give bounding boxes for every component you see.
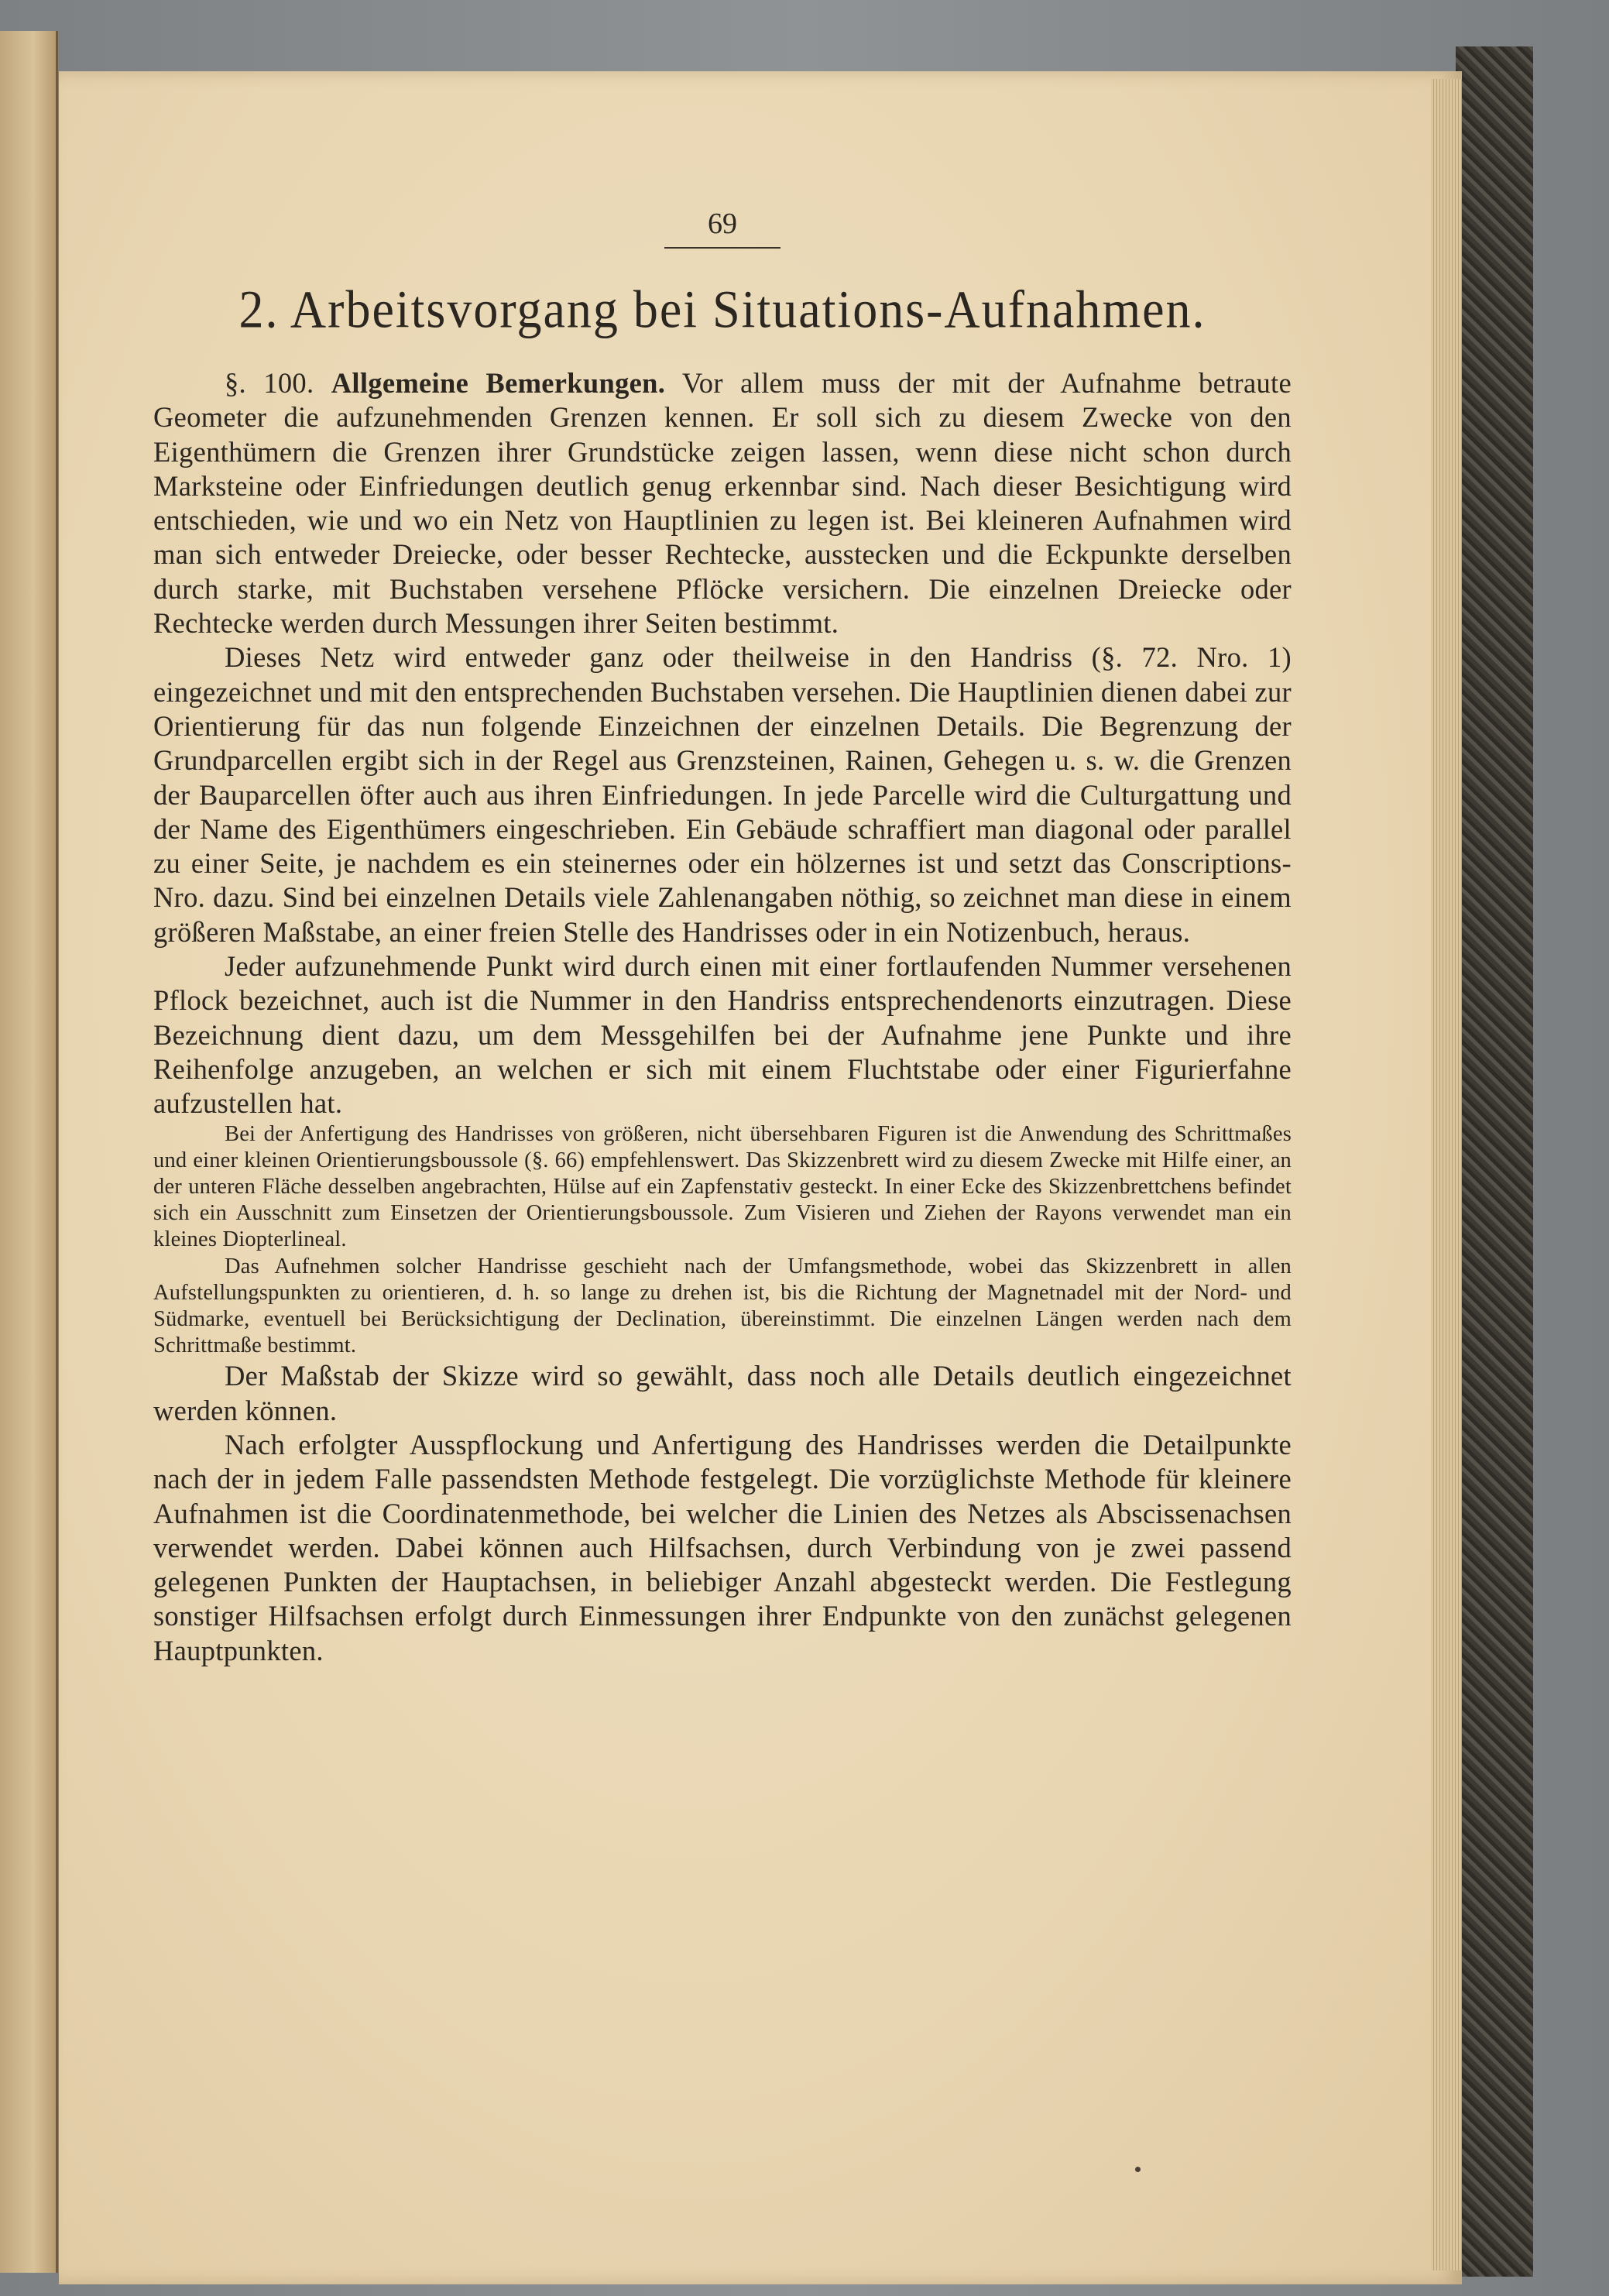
- section-title: 2. Arbeitsvorgang bei Situations-Aufnahmen.: [238, 280, 1206, 339]
- paper-speck: [1135, 2167, 1141, 2172]
- paragraph: Jeder aufzunehmende Punkt wird durch einen mit einer fortlaufenden Nummer versehenen Pflock bezeichnet, auch ist die Nummer in den Handriss entsprechendenorts einzutragen. Diese Bezeichnung dient dazu, um dem Messgehilfen bei der Aufnahme jene Punkte und ihre Reihenfolge anzugeben, an welchen er sich mit einem Fluchtstabe oder einer Figurierfahne aufzustellen hat.: [153, 950, 1292, 1120]
- book-page: [59, 71, 1462, 2284]
- book-cover: [1456, 46, 1533, 2277]
- section-heading: Allgemeine Bemerkungen.: [331, 367, 666, 399]
- page-number-rule: [664, 247, 780, 249]
- page-number: 69: [708, 208, 737, 240]
- text-block: [153, 207, 1292, 1668]
- previous-page-edge: [0, 31, 58, 2273]
- paragraph: Nach erfolgter Ausspflockung und Anfertigung des Handrisses werden die Detailpunkte nach der in jedem Falle passendsten Methode festgelegt. Die vorzüglichste Methode für kleinere Aufnahmen ist die Coordinatenmethode, bei welcher die Linien des Netzes als Abscissenachsen verwendet werden. Dabei können auch Hilfsachsen, durch Verbindung von je zwei passend gelegenen Punkten der Hauptachsen, in beliebiger Anzahl abgesteckt werden. Die Festlegung sonstiger Hilfsachsen erfolgt durch Einmessungen ihrer Endpunkte von den zunächst gelegenen Hauptpunkten.: [153, 1428, 1292, 1666]
- section-mark: §. 100.: [225, 367, 314, 399]
- paragraph: Dieses Netz wird entweder ganz oder theilweise in den Handriss (§. 72. Nro. 1) eingezeichnet und mit den entsprechenden Buchstaben versehen. Die Hauptlinien dienen dabei zur Orientierung für das nun folgende Einzeichnen der einzelnen Details. Die Begrenzung der Grundparcellen ergibt sich in der Regel aus Grenzsteinen, Rainen, Gehegen u. s. w. die Grenzen der Bauparcellen öfter auch aus ihren Einfriedungen. In jede Parcelle wird die Culturgattung und der Name des Eigenthümers eingeschrieben. Ein Gebäude schraffiert man diagonal oder parallel zu einer Seite, je nachdem es ein steinernes oder ein hölzernes ist und setzt das Conscriptions-Nro. dazu. Sind bei einzelnen Details viele Zahlenangaben nöthig, so zeichnet man diese in einem größeren Maßstabe, an einer freien Stelle des Handrisses oder in ein Notizenbuch, heraus.: [153, 641, 1292, 948]
- note-paragraph: Bei der Anfertigung des Handrisses von größeren, nicht übersehbaren Figuren ist die Anwendung des Schrittmaßes und einer kleinen Orientierungsboussole (§. 66) empfehlenswert. Das Skizzenbrett wird zu diesem Zwecke mit Hilfe einer, an der unteren Fläche desselben angebrachten, Hülse auf ein Zapfenstativ gesteckt. In einer Ecke des Skizzenbrettchens befindet sich ein Ausschnitt zum Einsetzen der Orientierungsboussole. Zum Visieren und Ziehen der Rayons verwendet man ein kleines Diopterlineal.: [153, 1121, 1292, 1252]
- note-paragraph: Das Aufnehmen solcher Handrisse geschieht nach der Umfangsmethode, wobei das Skizzenbrett in allen Aufstellungspunkten zu orientieren, d. h. so lange zu drehen ist, bis die Richtung der Magnetnadel mit der Nord- und Südmarke, eventuell bei Berücksichtigung der Declination, übereinstimmt. Die einzelnen Längen werden nach dem Schrittmaße bestimmt.: [153, 1254, 1292, 1358]
- page-stack-edges: [1431, 79, 1462, 2270]
- paragraph-text: Vor allem muss der mit der Aufnahme betraute Geometer die aufzunehmenden Grenzen kennen. Er soll sich zu diesem Zwecke von den Eigenthümern die Grenzen ihrer Grundstücke zeigen lassen, wenn diese nicht schon durch Marksteine oder Einfriedungen deutlich genug erkennbar sind. Nach dieser Besichtigung wird entschieden, wie und wo ein Netz von Hauptlinien zu legen ist. Bei kleineren Aufnahmen wird man sich entweder Dreiecke, oder besser Rechtecke, ausstecken und die Eckpunkte derselben durch starke, mit Buchstaben versehene Pflöcke versichern. Die einzelnen Dreiecke oder Rechtecke werden durch Messungen ihrer Seiten bestimmt.: [153, 367, 1292, 640]
- paragraph-100: [153, 366, 1292, 640]
- paragraph: Der Maßstab der Skizze wird so gewählt, dass noch alle Details deutlich eingezeichnet werden können.: [153, 1360, 1292, 1426]
